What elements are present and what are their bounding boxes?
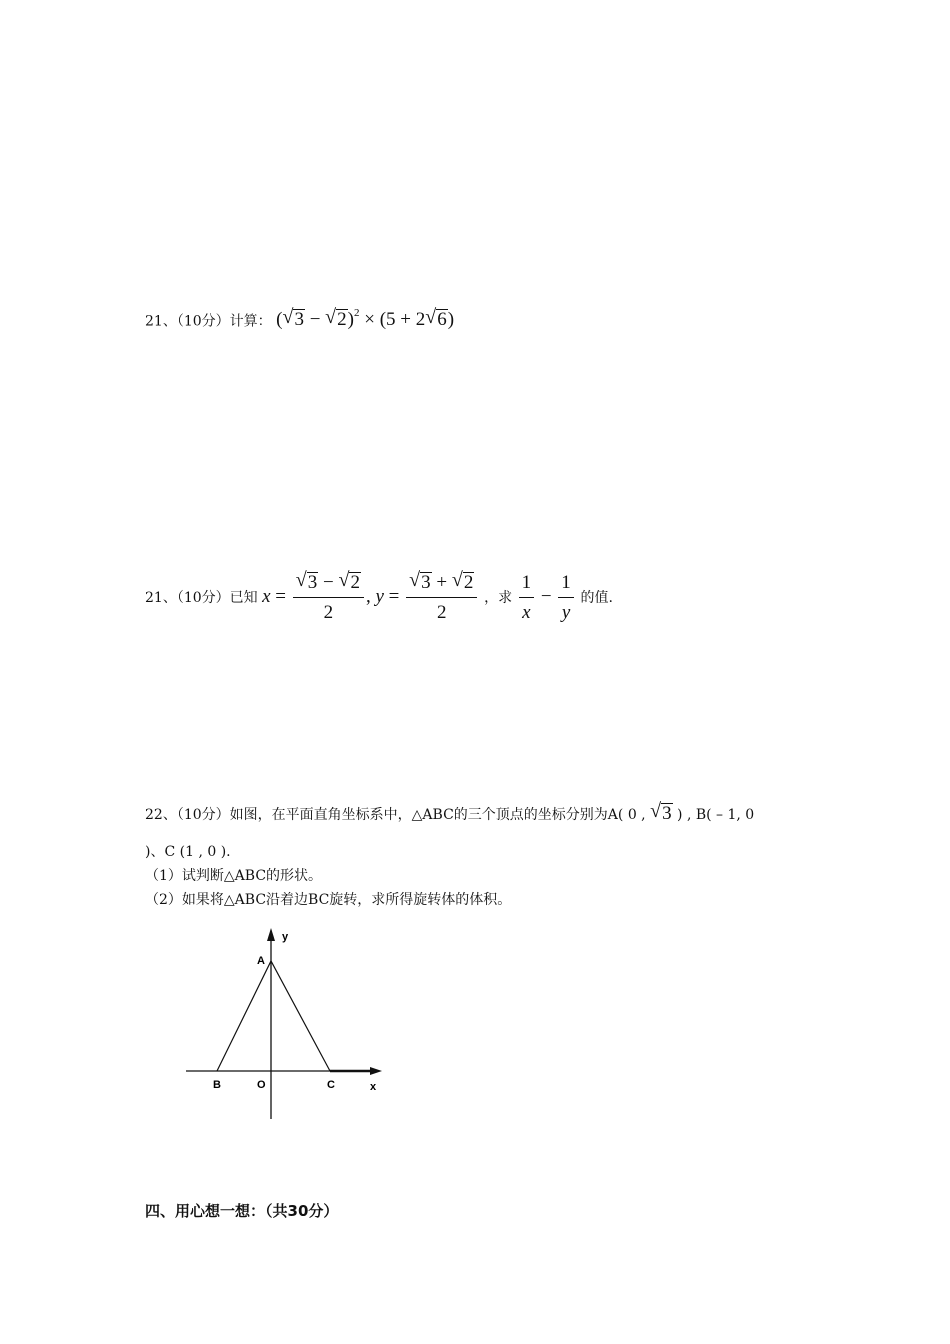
triangle-abc bbox=[217, 961, 330, 1071]
question-22-line2: )、C (1 , 0 ). bbox=[145, 844, 231, 860]
math-expression: ( √ 3 − √ 2)$^2$ × (5 + 2 √ 6) bbox=[276, 306, 455, 331]
fraction-1-over-y: $\frac{1}{y}$ bbox=[558, 572, 574, 624]
question-22-line1 bbox=[145, 800, 755, 825]
label-y: y bbox=[282, 931, 289, 943]
label-x: x bbox=[370, 1081, 377, 1093]
fraction-1-over-x: $\frac{1}{x}$ bbox=[519, 572, 535, 624]
question-text: 如图，在平面直角坐标系中，△ABC的三个顶点的坐标分别为A( 0 , bbox=[229, 807, 646, 823]
question-points: （10分） bbox=[176, 313, 230, 330]
question-number: 22、 bbox=[145, 807, 177, 823]
sqrt-3: √ 3 bbox=[650, 800, 672, 824]
coordinate-figure bbox=[175, 922, 395, 1127]
question-21-given bbox=[145, 569, 613, 624]
label-c: C bbox=[327, 1079, 335, 1091]
exponent: 2 bbox=[353, 307, 360, 319]
question-ask: ，求 bbox=[484, 590, 513, 606]
sqrt-6: √ 6 bbox=[425, 306, 447, 331]
math-expression: x = √ 3 − √ 2 2 , y = √ 3 + √ 2 2 bbox=[262, 586, 484, 607]
question-21-compute bbox=[145, 305, 454, 331]
sqrt-2: √ 2 bbox=[325, 306, 347, 331]
question-points: （10分） bbox=[176, 590, 230, 606]
question-number: 21、 bbox=[145, 590, 177, 606]
x-axis-arrow bbox=[370, 1067, 382, 1075]
sqrt-3: √ 3 bbox=[282, 306, 304, 331]
question-prompt: 已知 bbox=[229, 590, 258, 606]
label-o: O bbox=[257, 1079, 266, 1091]
y-axis-arrow bbox=[267, 928, 275, 941]
label-b: B bbox=[213, 1079, 221, 1091]
question-number: 21、 bbox=[145, 313, 177, 330]
question-points: （10分） bbox=[176, 807, 230, 823]
fraction-y: √ 3 + √ 2 2 bbox=[406, 572, 477, 624]
question-22-part1: （1）试判断△ABC的形状。 bbox=[145, 868, 323, 884]
math-expression-2: $\frac{1}{x}$ − $\frac{1}{y}$ bbox=[517, 586, 581, 607]
label-a: A bbox=[257, 955, 265, 967]
section-4-heading: 四、用心想一想：（共30分） bbox=[145, 1202, 339, 1220]
question-tail: 的值. bbox=[580, 590, 613, 606]
question-22-part2: （2）如果将△ABC沿着边BC旋转，求所得旋转体的体积。 bbox=[145, 892, 512, 908]
question-prompt: 计算： bbox=[229, 313, 272, 330]
question-text-tail: ) , B( – 1, 0 bbox=[677, 807, 755, 823]
fraction-x: √ 3 − √ 2 2 bbox=[293, 572, 364, 624]
